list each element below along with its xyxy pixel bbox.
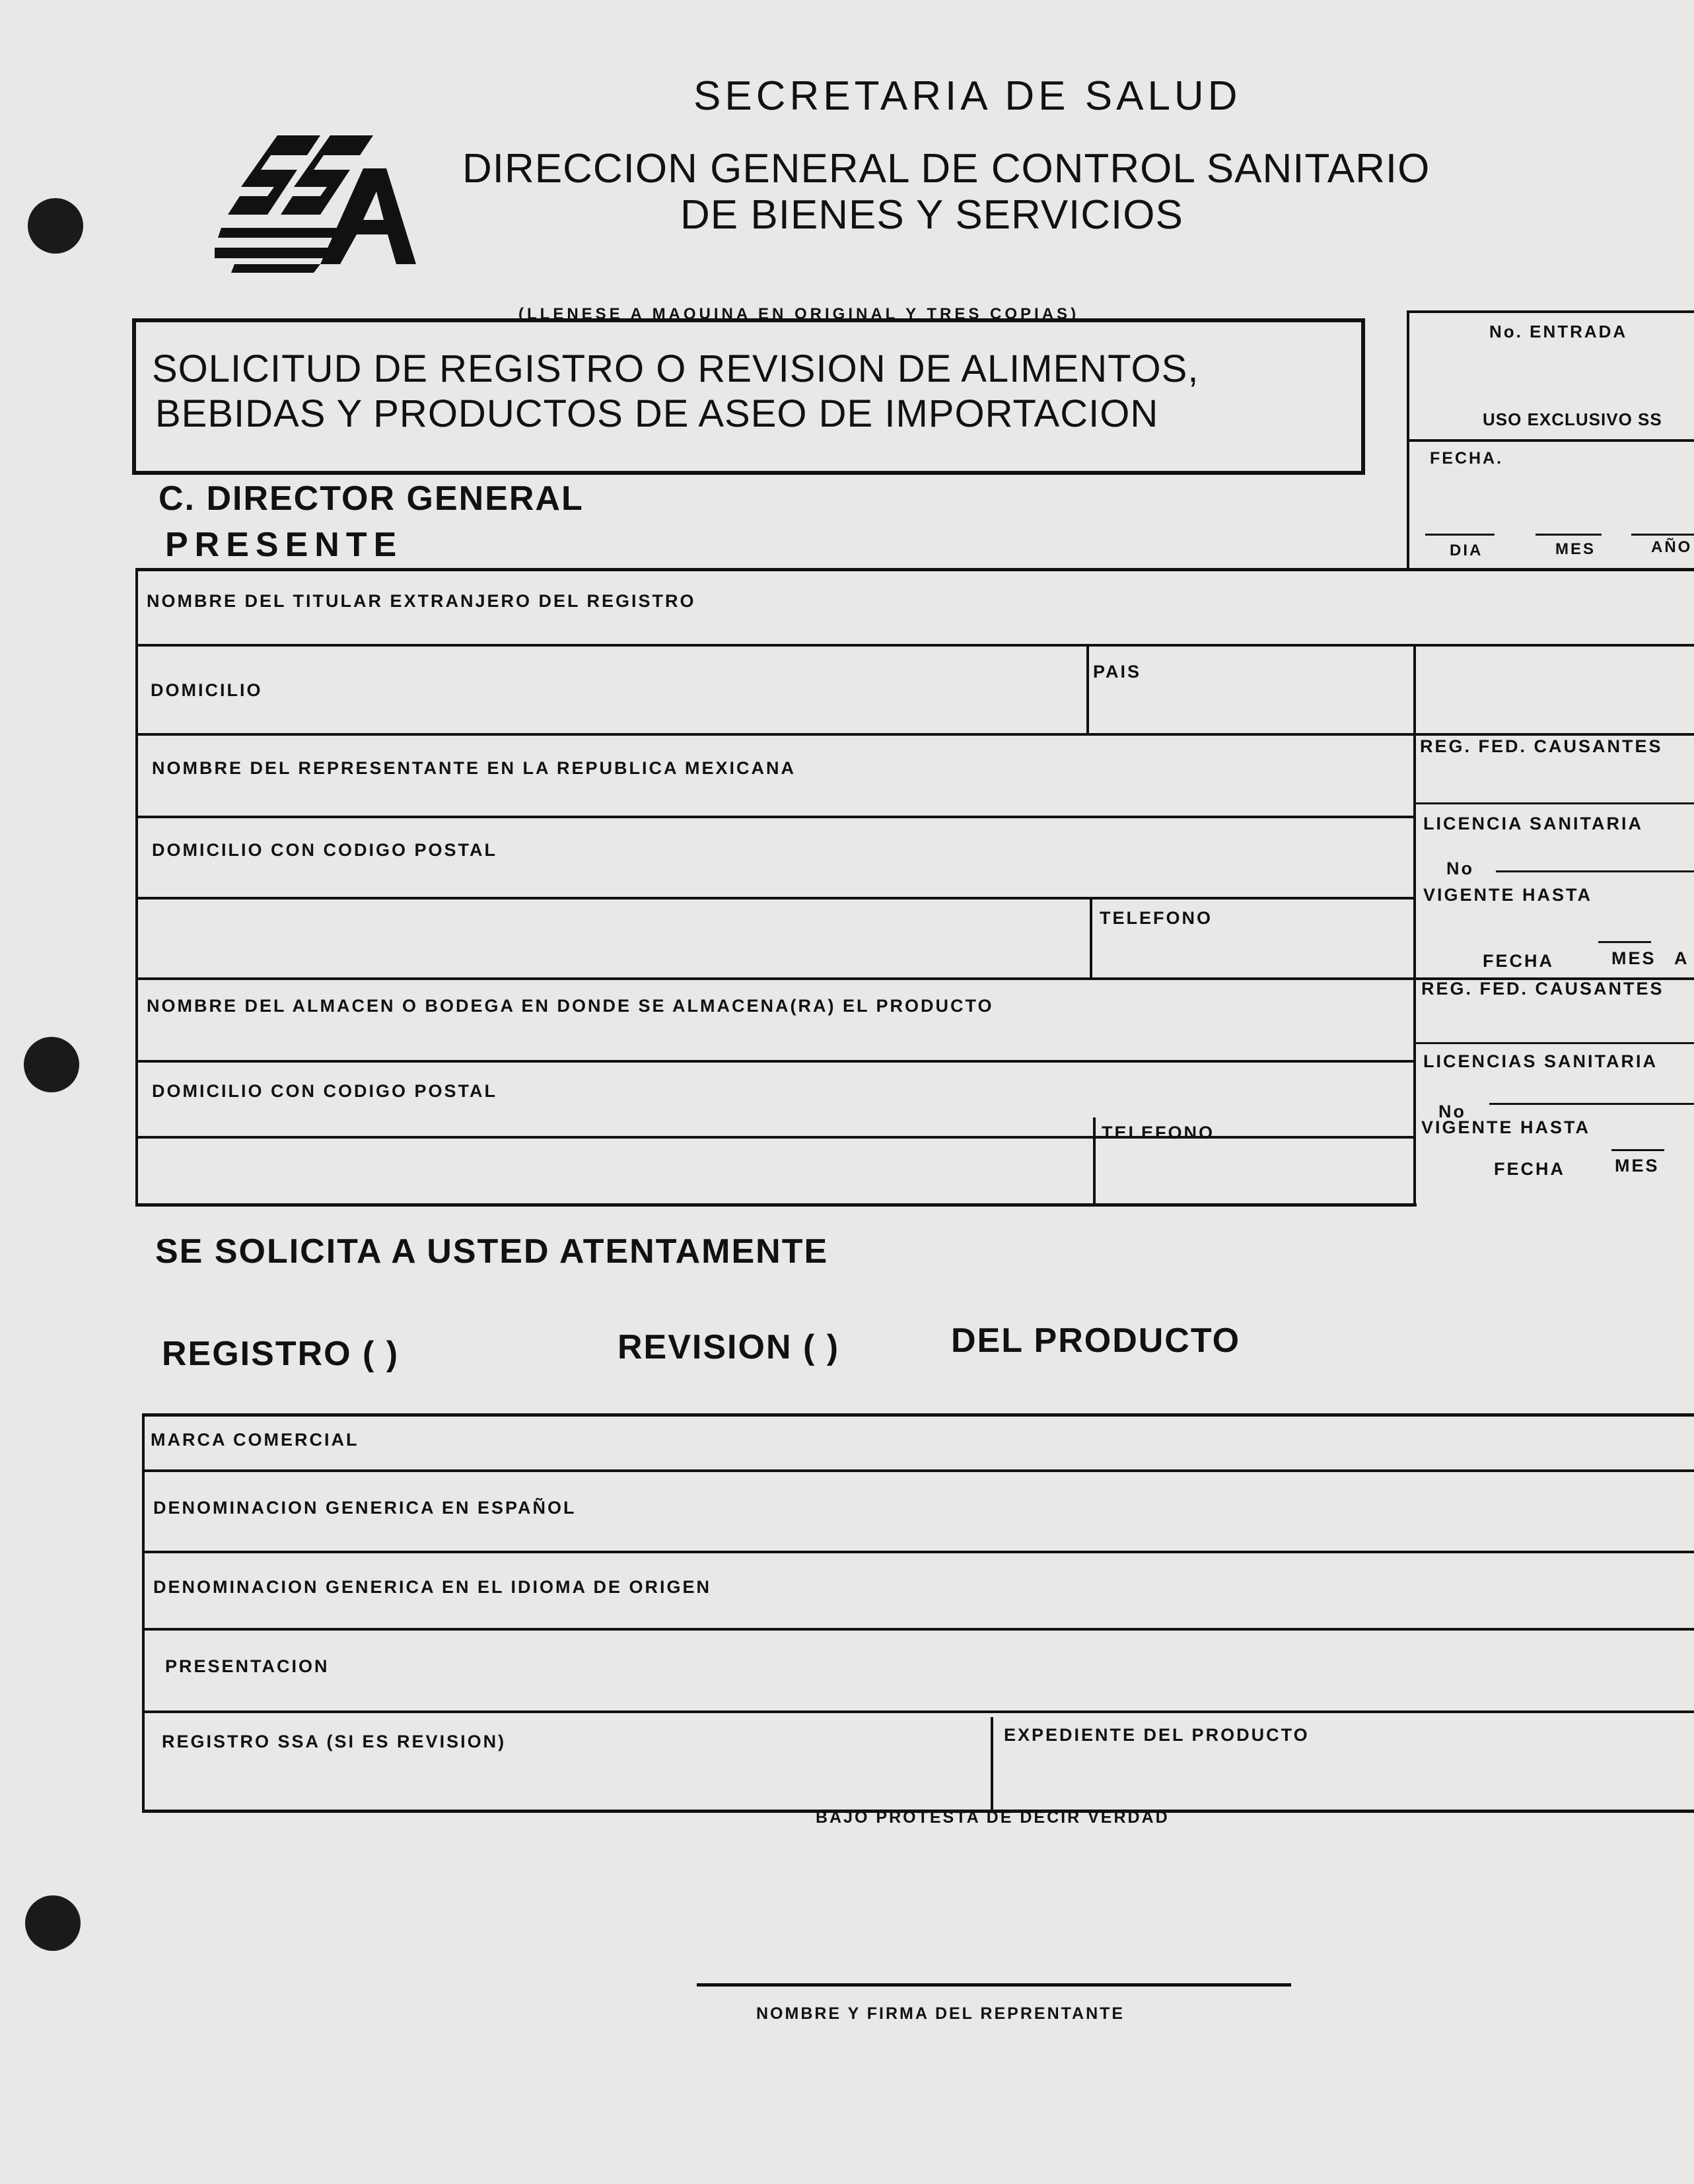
addressee-line1: C. DIRECTOR GENERAL bbox=[159, 479, 584, 518]
generic-origin-label: DENOMINACION GENERICA EN EL IDIOMA DE ORIGEN bbox=[153, 1577, 712, 1597]
license-no-field[interactable] bbox=[1496, 849, 1691, 870]
office-box-top bbox=[1407, 310, 1694, 313]
ssa-logo bbox=[215, 129, 419, 274]
license-no-underline bbox=[1496, 870, 1694, 872]
header-title-line2: DE BIENES Y SERVICIOS bbox=[680, 192, 1183, 238]
warehouse-phone-label: TELEFONO bbox=[1102, 1123, 1215, 1143]
year-underline bbox=[1631, 534, 1694, 536]
oath-text: BAJO PROTESTA DE DECIR VERDAD bbox=[816, 1808, 1170, 1827]
warehouse-licenses-label: LICENCIAS SANITARIA bbox=[1423, 1051, 1658, 1071]
license-no-label: No bbox=[1446, 859, 1474, 878]
warehouse-phone-field[interactable] bbox=[1100, 1146, 1410, 1199]
binder-hole-top bbox=[28, 198, 83, 254]
row-line-2 bbox=[135, 733, 1694, 736]
signature-line bbox=[697, 1983, 1291, 1987]
revision-checkbox[interactable]: REVISION ( ) bbox=[618, 1328, 840, 1366]
warehouse-license-no-underline bbox=[1489, 1103, 1694, 1105]
product-row-line-2 bbox=[142, 1551, 1694, 1553]
address-label: DOMICILIO bbox=[151, 680, 263, 700]
warehouse-month-underline bbox=[1611, 1149, 1664, 1151]
generic-spanish-label: DENOMINACION GENERICA EN ESPAÑOL bbox=[153, 1498, 577, 1518]
presentation-label: PRESENTACION bbox=[165, 1656, 330, 1676]
row-line-3 bbox=[135, 816, 1413, 818]
rep-phone-divider bbox=[1090, 897, 1092, 979]
product-grid-top bbox=[142, 1413, 1694, 1417]
warehouse-rfc-field[interactable] bbox=[1420, 1001, 1691, 1037]
representative-address-field[interactable] bbox=[139, 862, 1410, 895]
right-col-line-1 bbox=[1413, 802, 1694, 804]
header-title-line1: DIRECCION GENERAL DE CONTROL SANITARIO bbox=[462, 146, 1430, 192]
registro-checkbox[interactable]: REGISTRO ( ) bbox=[162, 1335, 400, 1373]
addressee-line2: PRESENTE bbox=[165, 526, 404, 564]
product-row-line-4 bbox=[142, 1710, 1694, 1713]
day-underline bbox=[1425, 534, 1495, 536]
row-line-1 bbox=[135, 644, 1694, 647]
representative-phone-field[interactable] bbox=[1096, 931, 1410, 974]
request-statement: SE SOLICITA A USTED ATENTAMENTE bbox=[155, 1232, 829, 1271]
form-title-line2: BEBIDAS Y PRODUCTOS DE ASEO DE IMPORTACION bbox=[155, 392, 1159, 435]
license-date-label: FECHA bbox=[1483, 951, 1554, 971]
representative-address-label: DOMICILIO CON CODIGO POSTAL bbox=[152, 840, 497, 860]
product-file-field[interactable] bbox=[997, 1749, 1691, 1805]
product-file-divider bbox=[991, 1717, 993, 1813]
foreign-holder-field[interactable] bbox=[139, 614, 1410, 641]
instructions: (LLENESE A MAQUINA EN ORIGINAL Y TRES COPIAS) bbox=[518, 305, 1080, 323]
warehouse-address-field-2[interactable] bbox=[139, 1141, 1090, 1201]
address-field[interactable] bbox=[139, 700, 1083, 730]
grid-right-column-divider bbox=[1413, 644, 1416, 1205]
warehouse-name-label: NOMBRE DEL ALMACEN O BODEGA EN DONDE SE ALMACENA(RA) EL PRODUCTO bbox=[147, 996, 994, 1016]
product-file-label: EXPEDIENTE DEL PRODUCTO bbox=[1004, 1725, 1310, 1745]
row-line-4 bbox=[135, 897, 1413, 899]
rfc-field[interactable] bbox=[1420, 759, 1691, 799]
entry-number-label: No. ENTRADA bbox=[1489, 322, 1628, 341]
warehouse-valid-until-label: VIGENTE HASTA bbox=[1421, 1117, 1591, 1137]
product-row-line-1 bbox=[142, 1469, 1694, 1472]
warehouse-month-label: MES bbox=[1615, 1156, 1660, 1176]
product-grid-left bbox=[142, 1413, 145, 1813]
warehouse-date-label: FECHA bbox=[1494, 1159, 1565, 1179]
warehouse-address-label: DOMICILIO CON CODIGO POSTAL bbox=[152, 1081, 497, 1101]
rfc-label: REG. FED. CAUSANTES bbox=[1420, 736, 1663, 756]
warehouse-address-field[interactable] bbox=[139, 1103, 1410, 1133]
row-line-7 bbox=[135, 1136, 1413, 1139]
signature-field[interactable] bbox=[697, 1935, 1291, 1981]
representative-address-field-2[interactable] bbox=[139, 901, 1083, 974]
ssa-registration-label: REGISTRO SSA (SI ES REVISION) bbox=[162, 1732, 507, 1751]
license-label: LICENCIA SANITARIA bbox=[1423, 814, 1643, 833]
country-field[interactable] bbox=[1093, 684, 1410, 730]
del-producto-label: DEL PRODUCTO bbox=[951, 1321, 1241, 1360]
warehouse-name-field[interactable] bbox=[139, 1020, 1410, 1057]
brand-label: MARCA COMERCIAL bbox=[151, 1430, 359, 1450]
ssa-registration-field[interactable] bbox=[149, 1757, 987, 1806]
generic-origin-field[interactable] bbox=[149, 1598, 1691, 1625]
foreign-holder-label: NOMBRE DEL TITULAR EXTRANJERO DEL REGISTRO bbox=[147, 591, 696, 611]
month-label: MES bbox=[1555, 540, 1596, 558]
country-divider bbox=[1086, 644, 1089, 733]
warehouse-license-no-field[interactable] bbox=[1489, 1083, 1691, 1102]
row-line-6 bbox=[135, 1060, 1413, 1063]
exclusive-use-label: USO EXCLUSIVO SS bbox=[1483, 409, 1662, 429]
warehouse-license-no-label: No bbox=[1438, 1102, 1466, 1121]
form-title-line1: SOLICITUD DE REGISTRO O REVISION DE ALIMENTOS, bbox=[152, 347, 1199, 390]
binder-hole-middle bbox=[24, 1037, 79, 1092]
license-month-underline bbox=[1598, 941, 1651, 943]
ministry-partial: SECRETARIA DE SALUD bbox=[693, 73, 1242, 119]
representative-name-field[interactable] bbox=[139, 783, 1410, 812]
generic-spanish-field[interactable] bbox=[149, 1519, 1691, 1549]
product-row-line-3 bbox=[142, 1628, 1694, 1631]
warehouse-phone-divider bbox=[1093, 1117, 1096, 1205]
day-label: DIA bbox=[1450, 542, 1483, 559]
month-underline bbox=[1535, 534, 1602, 536]
presentation-field[interactable] bbox=[149, 1677, 1691, 1707]
license-month-label: MES bbox=[1611, 948, 1656, 968]
valid-until-label: VIGENTE HASTA bbox=[1423, 885, 1593, 905]
year-label: AÑO bbox=[1651, 538, 1693, 556]
country-label: PAIS bbox=[1093, 662, 1142, 682]
representative-name-label: NOMBRE DEL REPRESENTANTE EN LA REPUBLICA MEXICANA bbox=[152, 758, 796, 778]
grid-left bbox=[135, 568, 138, 1205]
office-date-label: FECHA. bbox=[1430, 449, 1504, 468]
warehouse-rfc-label: REG. FED. CAUSANTES bbox=[1421, 979, 1664, 999]
license-year-label: A bbox=[1674, 948, 1689, 968]
signature-label: NOMBRE Y FIRMA DEL REPRENTANTE bbox=[756, 2004, 1125, 2023]
grid-bottom bbox=[135, 1203, 1417, 1207]
right-col-line-2 bbox=[1413, 1042, 1694, 1044]
binder-hole-bottom bbox=[25, 1895, 81, 1951]
grid-top bbox=[135, 568, 1694, 571]
office-box-divider bbox=[1407, 439, 1694, 442]
representative-phone-label: TELEFONO bbox=[1100, 908, 1213, 928]
brand-field[interactable] bbox=[149, 1453, 1691, 1467]
